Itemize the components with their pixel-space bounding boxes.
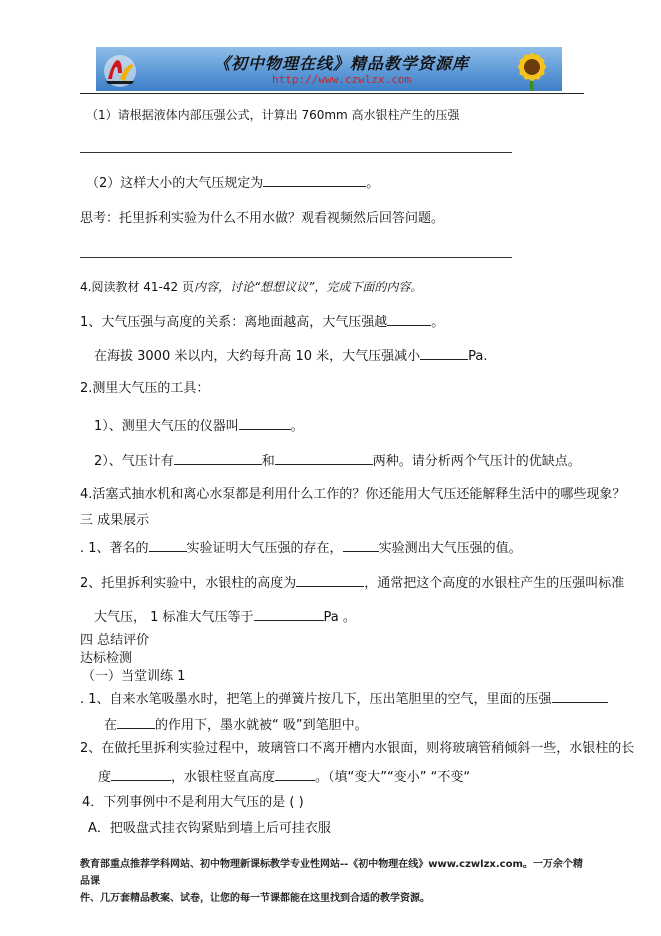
result-1: . 1、著名的 实验证明大气压强的存在， 实验测出大气压强的值。 <box>80 541 522 556</box>
blank[interactable] <box>275 768 315 781</box>
option-a: A．把吸盘式挂衣钩紧贴到墙上后可挂衣服 <box>88 821 331 836</box>
exercise-2: 2、在做托里拆利实验过程中，玻璃管口不离开槽内水银面，则将玻璃管稍倾斜一些，水银柱的长 <box>80 741 635 756</box>
altitude-rule: 在海拔 3000 米以内，大约每升高 10 米，大气压强减小 Pa. <box>94 349 488 364</box>
pump-question: 4.活塞式抽水机和离心水泵都是利用什么工作的？你还能用大气压还能解释生活中的哪些现象？ <box>80 487 626 502</box>
header-banner <box>96 47 562 91</box>
section-3-heading: 三 成果展示 <box>80 513 150 528</box>
tool-1: 1）、测里大气压的仪器叫 。 <box>94 419 304 434</box>
blank[interactable] <box>149 539 187 552</box>
question-2: （2）这样大小的大气压规定为 。 <box>86 176 380 191</box>
blank[interactable] <box>111 768 171 781</box>
answer-line-2[interactable] <box>80 257 512 258</box>
result-2-cont: 大气压， 1 标准大气压等于 Pa 。 <box>94 610 356 625</box>
exercise-4: 4．下列事例中不是利用大气压的是 ( ) <box>82 795 304 810</box>
altitude-relation: 1、大气压强与高度的关系：离地面越高，大气压强越 。 <box>80 315 445 330</box>
blank[interactable] <box>387 313 431 326</box>
training-heading: （一）当堂训练 1 <box>82 669 186 684</box>
exercise-2-cont: 度 ，水银柱竖直高度 。（填“变大”“变小” “不变“ <box>98 770 471 785</box>
result-2: 2、托里拆利实验中，水银柱的高度为 ，通常把这个高度的水银柱产生的压强叫标准 <box>80 576 625 591</box>
footer-line-2: 件、几万套精品教案、试卷，让您的每一节课都能在这里找到合适的教学资源。 <box>80 893 430 904</box>
sunflower-icon <box>494 47 562 91</box>
blank[interactable] <box>239 417 291 430</box>
exercise-1-cont: 在 的作用下，墨水就被“ 吸”到笔胆中。 <box>104 718 368 733</box>
tool-2: 2）、气压计有 和 两种。请分析两个气压计的优缺点。 <box>94 454 581 469</box>
blank[interactable] <box>296 574 364 587</box>
blank[interactable] <box>343 539 379 552</box>
question-1: （1）请根据液体内部压强公式，计算出 760mm 高水银柱产生的压强 <box>86 108 460 122</box>
site-logo <box>100 49 140 89</box>
section-4-heading: 四 总结评价 <box>80 633 150 648</box>
blank[interactable] <box>254 608 324 621</box>
check-heading: 达标检测 <box>80 651 133 666</box>
exercise-1: . 1、自来水笔吸墨水时，把笔上的弹簧片按几下，压出笔胆里的空气，里面的压强 <box>80 690 608 708</box>
banner-url[interactable]: http://www.czwlzx.com <box>272 73 412 86</box>
blank[interactable] <box>552 690 608 703</box>
blank[interactable] <box>263 174 366 187</box>
blank[interactable] <box>420 347 468 360</box>
blank[interactable] <box>174 452 262 465</box>
blank[interactable] <box>275 452 373 465</box>
header-divider <box>80 93 584 94</box>
think-question: 思考：托里拆利实验为什么不用水做？观看视频然后回答问题。 <box>80 211 445 226</box>
tools-heading: 2.测里大气压的工具： <box>80 381 210 396</box>
reading-task: 4.阅读教材 41-42 页内容，讨论“想想议议”，完成下面的内容。 <box>80 280 423 294</box>
answer-line-1[interactable] <box>80 152 512 153</box>
banner-title: 《初中物理在线》精品教学资源库 <box>214 54 470 73</box>
page-footer <box>80 856 585 907</box>
blank[interactable] <box>117 716 155 729</box>
footer-line-1: 教育部重点推荐学科网站、初中物理新课标教学专业性网站--《初中物理在线》www.czwlzx.com。一万余个精品课 <box>80 859 583 887</box>
